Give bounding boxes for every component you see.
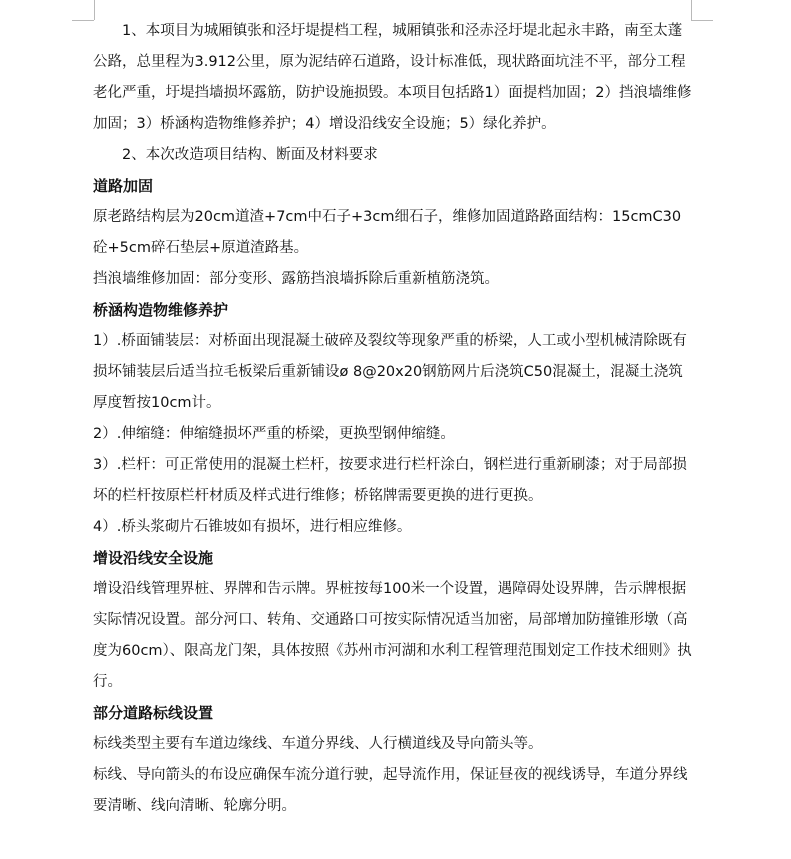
paragraph-road-structure: 原老路结构层为20cm道渣+7cm中石子+3cm细石子，维修加固道路路面结构：15cmC30砼+5cm碎石垫层+原道渣路基。: [93, 209, 682, 256]
paragraph-project-overview: 1、本项目为城厢镇张和泾圩堤提档工程，城厢镇张和泾赤泾圩堤北起永丰路，南至太蓬公路，总里程为3.912公里，原为泥结碎石道路，设计标准低，现状路面坑洼不平，部分工程老化严重，圩堤挡墙损坏露筋，防护设施损毁。本项目包括路1）面提档加固；2）挡浪墙维修加固；3）桥涵构造物维修养护；4）增设沿线安全设施；5）绿化养护。: [93, 23, 692, 132]
paragraph-requirements-intro: 2、本次改造项目结构、断面及材料要求: [122, 147, 378, 163]
heading-safety-facilities: 增设沿线安全设施: [93, 549, 214, 567]
crop-mark-right-h: [691, 20, 713, 21]
heading-road-reinforcement: 道路加固: [93, 177, 154, 195]
heading-road-markings: 部分道路标线设置: [93, 704, 214, 722]
paragraph-marking-layout: 标线、导向箭头的布设应确保车流分道行驶，起导流作用，保证昼夜的视线诱导，车道分界线要清晰、线向清晰、轮廓分明。: [93, 767, 688, 814]
paragraph-expansion-joint: 2）.伸缩缝：伸缩缝损坏严重的桥梁，更换型钢伸缩缝。: [93, 426, 455, 442]
paragraph-marking-types: 标线类型主要有车道边缘线、车道分界线、人行横道线及导向箭头等。: [93, 736, 543, 752]
document-body: [93, 16, 693, 822]
paragraph-wave-wall: 挡浪墙维修加固：部分变形、露筋挡浪墙拆除后重新植筋浇筑。: [93, 271, 499, 287]
paragraph-safety-details: 增设沿线管理界桩、界牌和告示牌。界桩按每100米一个设置，遇障碍处设界牌，告示牌根据实际情况设置。部分河口、转角、交通路口可按实际情况适当加密，局部增加防撞锥形墩（高度为60cm）、限高龙门架，具体按照《苏州市河湖和水利工程管理范围划定工作技术细则》执行。: [93, 581, 692, 690]
crop-mark-left-h: [72, 20, 94, 21]
paragraph-slope: 4）.桥头浆砌片石锥坡如有损坏，进行相应维修。: [93, 519, 412, 535]
paragraph-bridge-deck: 1）.桥面铺装层：对桥面出现混凝土破碎及裂纹等现象严重的桥梁，人工或小型机械清除既有损坏铺装层后适当拉毛板梁后重新铺设ø 8@20x20钢筋网片后浇筑C50混凝土，混凝土浇筑厚度暂按10cm计。: [93, 333, 687, 411]
paragraph-railing: 3）.栏杆：可正常使用的混凝土栏杆，按要求进行栏杆涂白，钢栏进行重新刷漆；对于局部损坏的栏杆按原栏杆材质及样式进行维修；桥铭牌需要更换的进行更换。: [93, 457, 687, 504]
heading-bridge-maintenance: 桥涵构造物维修养护: [93, 301, 229, 319]
